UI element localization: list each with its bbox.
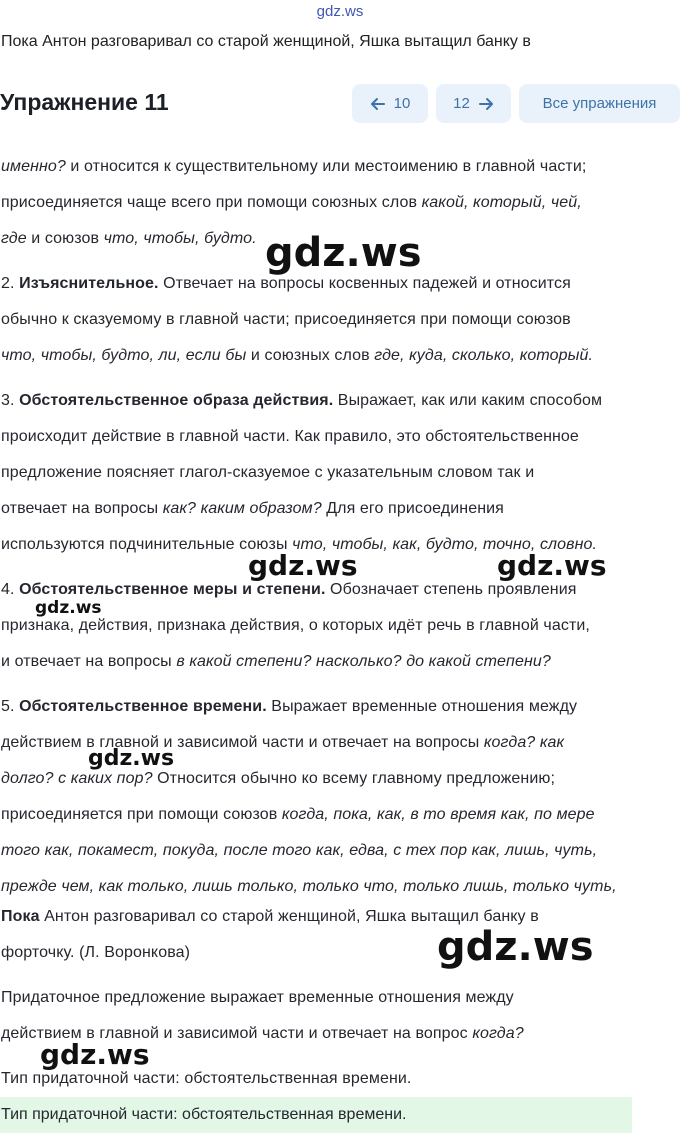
text-line: используются подчинительные союзы что, чтобы, как, будто, точно, словно. (1, 536, 598, 553)
text-line: присоединяется при помощи союзов когда, пока, как, в то время как, по мере (1, 806, 595, 823)
watermark: gdz.ws (35, 598, 102, 618)
text-line: присоединяется чаще всего при помощи союзных слов какой, который, чей, (1, 194, 582, 211)
watermark: gdz.ws (88, 746, 175, 771)
text-line: и отвечает на вопросы в какой степени? насколько? до какой степени? (1, 653, 551, 670)
text-line: 3. Обстоятельственное образа действия. Выражает, как или каким способом (1, 392, 603, 409)
text-line: прежде чем, как только, лишь только, только что, только лишь, только чуть, (1, 878, 617, 895)
text-line: 4. Обстоятельственное меры и степени. Обозначает степень проявления (1, 581, 577, 598)
answer-box (0, 1097, 632, 1133)
text-line: происходит действие в главной части. Как правило, это обстоятельственное (1, 428, 579, 445)
watermark: gdz.ws (497, 549, 607, 582)
answer-text: Тип придаточной части: обстоятельственная времени. (1, 1106, 407, 1123)
next-exercise-button[interactable] (436, 84, 511, 123)
text-line: 5. Обстоятельственное времени. Выражает временные отношения между (1, 698, 578, 715)
watermark-header: gdz.ws (316, 3, 364, 20)
text-line: обычно к сказуемому в главной части; присоединяется при помощи союзов (1, 311, 571, 328)
intro-text: Пока Антон разговаривал со старой женщиной, Яшка вытащил банку в (1, 33, 531, 50)
text-line: того как, покамест, покуда, после того как, едва, с тех пор как, лишь, чуть, (1, 842, 598, 859)
prev-exercise-button[interactable] (352, 84, 428, 123)
text-line: что, чтобы, будто, ли, если бы и союзных слов где, куда, сколько, который. (1, 347, 594, 364)
watermark: gdz.ws (248, 549, 358, 582)
text-line: именно? и относится к существительному или местоимению в главной части; (1, 158, 587, 175)
watermark: gdz.ws (40, 1038, 150, 1071)
prev-exercise-label: 10 (393, 95, 411, 112)
arrow-right-icon (478, 96, 494, 112)
text-line: 2. Изъяснительное. Отвечает на вопросы косвенных падежей и относится (1, 275, 571, 292)
watermark: gdz.ws (437, 924, 594, 970)
text-line: действием в главной и зависимой части и отвечает на вопросы когда? как (1, 734, 565, 751)
next-exercise-label: 12 (453, 95, 470, 112)
watermark: gdz.ws (265, 230, 422, 276)
text-line: долго? с каких пор? Относится обычно ко всему главному предложению; (1, 770, 556, 787)
text-line: предложение поясняет глагол-сказуемое с указательным словом так и (1, 464, 535, 481)
text-line: отвечает на вопросы как? каким образом? Для его присоединения (1, 500, 504, 517)
text-line: форточку. (Л. Воронкова) (1, 944, 191, 961)
text-line: признака, действия, признака действия, о которых идёт речь в главной части, (1, 617, 590, 634)
text-line: Тип придаточной части: обстоятельственная времени. (1, 1070, 412, 1087)
page-title: Упражнение 11 (0, 89, 169, 115)
text-line: Придаточное предложение выражает временные отношения между (1, 989, 514, 1006)
arrow-left-icon (370, 96, 386, 112)
text-line: где и союзов что, чтобы, будто. (1, 230, 257, 247)
text-line: Пока Антон разговаривал со старой женщиной, Яшка вытащил банку в (1, 908, 539, 925)
text-line: действием в главной и зависимой части и отвечает на вопрос когда? (1, 1025, 524, 1042)
all-exercises-button[interactable]: Все упражнения (519, 84, 680, 123)
